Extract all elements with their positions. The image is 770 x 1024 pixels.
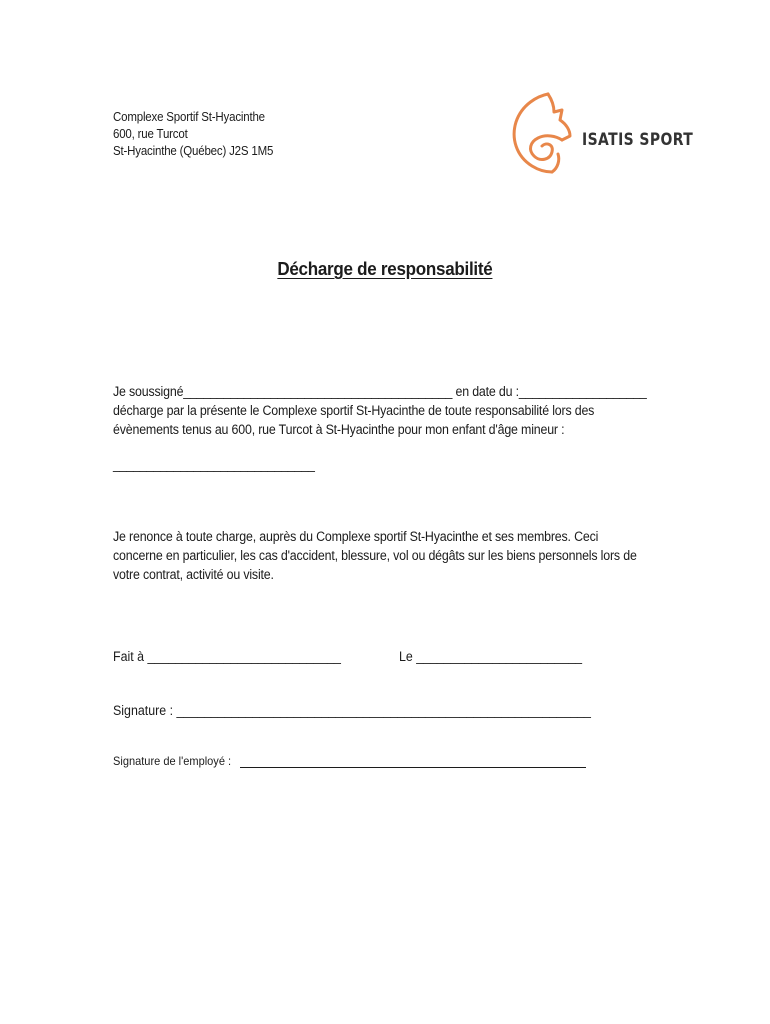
signature-field: Signature : ____________________________________________________________ <box>113 703 591 718</box>
declaration-paragraph <box>113 382 647 439</box>
address-line-2: 600, rue Turcot <box>113 127 188 141</box>
waiver-line-3: votre contrat, activité ou visite. <box>113 567 274 582</box>
document-title <box>0 258 770 280</box>
declaration-line-1: Je soussigné________________________________________ en date du :___________________ <box>113 384 647 399</box>
address-block <box>113 109 273 160</box>
child-name-blank: ______________________________ <box>113 457 315 472</box>
waiver-paragraph <box>113 527 637 584</box>
document-title-text: Décharge de responsabilité <box>277 258 493 279</box>
employee-signature-line <box>240 767 586 768</box>
address-line-3: St-Hyacinthe (Québec) J2S 1M5 <box>113 144 274 158</box>
date-field: Le ________________________ <box>399 649 583 664</box>
address-line-1: Complexe Sportif St-Hyacinthe <box>113 110 265 124</box>
waiver-line-2: concerne en particulier, les cas d'accident, blessure, vol ou dégâts sur les biens personnels lors de <box>113 548 637 563</box>
fox-head-icon <box>508 88 578 178</box>
place-field: Fait à ____________________________ <box>113 649 341 664</box>
isatis-sport-logo <box>508 88 694 178</box>
declaration-line-2: décharge par la présente le Complexe sportif St-Hyacinthe de toute responsabilité lors des <box>113 403 595 418</box>
waiver-line-1: Je renonce à toute charge, auprès du Complexe sportif St-Hyacinthe et ses membres. Ceci <box>113 529 599 544</box>
logo-text: ISATIS SPORT <box>582 130 694 150</box>
declaration-line-3: évènements tenus au 600, rue Turcot à St-Hyacinthe pour mon enfant d'âge mineur : <box>113 422 565 437</box>
employee-signature-label: Signature de l'employé : <box>113 754 232 768</box>
